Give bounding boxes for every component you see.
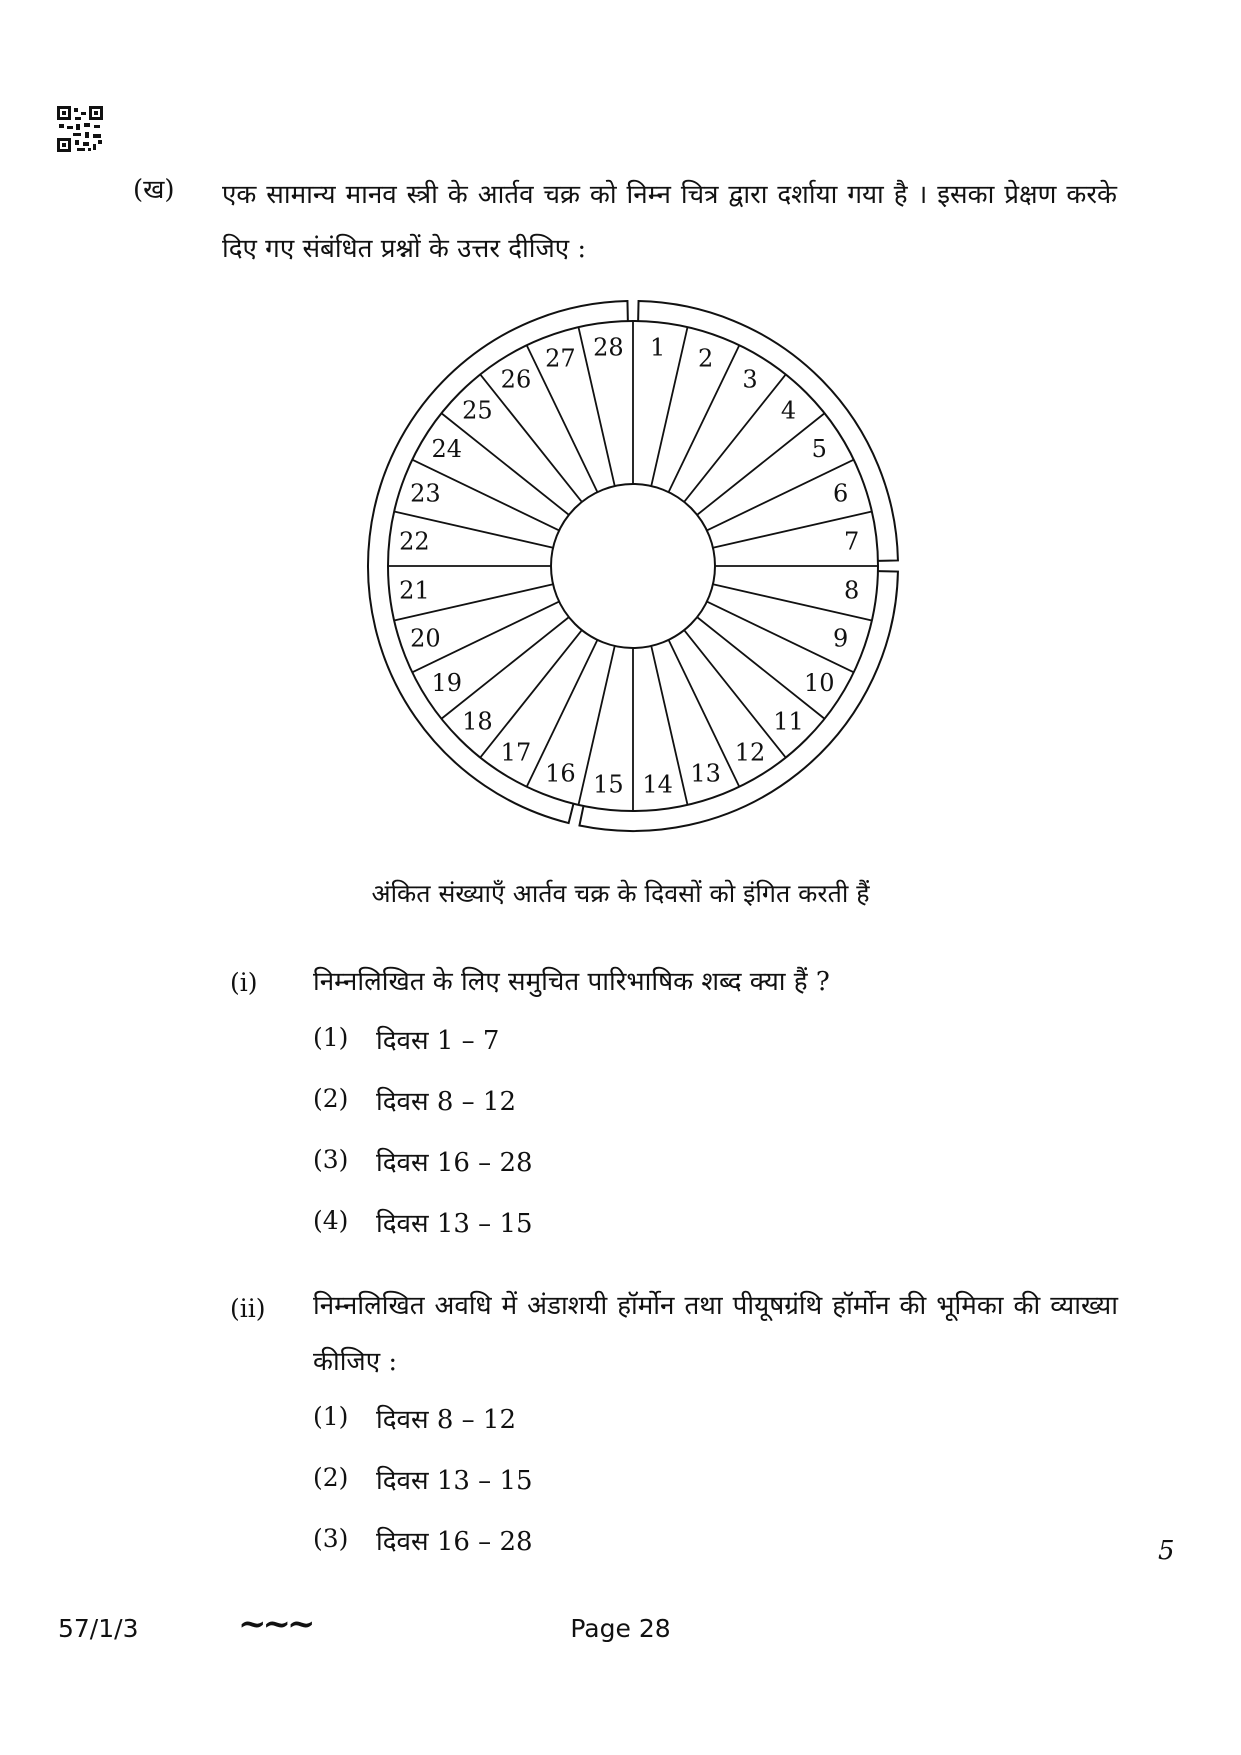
part-i-item-text: दिवस 13 – 15 <box>376 1209 533 1239</box>
part-i-item-text: दिवस 16 – 28 <box>376 1148 533 1178</box>
question-text: एक सामान्य मानव स्त्री के आर्तव चक्र को निम्न चित्र द्वारा दर्शाया गया है । इसका प्रेक्षण करके दिए गए संबंधित प्रश्नों के उत्तर दीजिए : <box>222 180 1117 264</box>
day-label: 6 <box>833 479 849 508</box>
part-ii-item-number: (2) <box>313 1463 349 1492</box>
day-label: 19 <box>431 669 462 698</box>
part-ii-item-number: (1) <box>313 1402 349 1431</box>
day-label: 25 <box>462 396 493 425</box>
phase-bracket <box>368 301 628 823</box>
part-ii-item-text: दिवस 13 – 15 <box>376 1466 533 1496</box>
day-label: 4 <box>780 396 797 425</box>
day-label: 11 <box>773 707 804 736</box>
diagram-caption: अंकित संख्याएँ आर्तव चक्र के दिवसों को इंगित करती हैं <box>371 879 870 908</box>
page-number: Page 28 <box>570 1614 671 1643</box>
paper-code: 57/1/3 <box>58 1614 139 1643</box>
day-label: 16 <box>545 759 576 788</box>
part-ii-label: (ii) <box>230 1294 266 1323</box>
part-ii-text: निम्नलिखित अवधि में अंडाशयी हॉर्मोन तथा पीयूषग्रंथि हॉर्मोन की भूमिका की व्याख्या कीजिए : <box>313 1291 1118 1377</box>
day-divider <box>697 413 824 515</box>
inner-circle <box>551 484 715 648</box>
day-label: 20 <box>410 624 441 653</box>
day-label: 17 <box>500 738 532 767</box>
part-ii-item-number: (3) <box>313 1524 349 1553</box>
part-ii-item-text: दिवस 16 – 28 <box>376 1527 533 1557</box>
day-label: 10 <box>804 669 835 698</box>
day-label: 14 <box>642 770 673 799</box>
day-label: 15 <box>593 770 624 799</box>
day-label: 26 <box>500 365 532 394</box>
day-label: 7 <box>843 527 860 556</box>
part-i-item-number: (3) <box>313 1145 349 1174</box>
day-divider <box>697 617 824 719</box>
day-label: 5 <box>811 434 827 463</box>
day-label: 28 <box>593 333 624 362</box>
part-i-text: निम्नलिखित के लिए समुचित पारिभाषिक शब्द क्या हैं ? <box>313 967 830 997</box>
qr-code-icon <box>57 106 103 152</box>
phase-bracket <box>638 301 898 561</box>
part-i-item-number: (1) <box>313 1023 349 1052</box>
menstrual-cycle-wheel <box>345 278 920 854</box>
day-label: 9 <box>833 624 849 653</box>
day-divider <box>441 617 568 719</box>
part-i-item-text: दिवस 1 – 7 <box>376 1026 500 1056</box>
day-label: 23 <box>410 479 441 508</box>
day-label: 22 <box>399 527 430 556</box>
day-divider <box>441 413 568 515</box>
day-label: 1 <box>649 333 666 362</box>
day-label: 12 <box>734 738 766 767</box>
question-label: (ख) <box>133 175 175 205</box>
part-i-label: (i) <box>230 968 258 997</box>
day-label: 27 <box>545 344 576 373</box>
day-label: 8 <box>843 576 860 605</box>
marks: 5 <box>1158 1536 1175 1566</box>
day-label: 3 <box>742 365 758 394</box>
part-ii-item-text: दिवस 8 – 12 <box>376 1405 516 1435</box>
part-i-item-text: दिवस 8 – 12 <box>376 1087 516 1117</box>
day-label: 2 <box>698 344 714 373</box>
day-divider <box>684 374 786 501</box>
wave-ornament: ~~~ <box>238 1604 312 1644</box>
part-i-item-number: (4) <box>313 1206 349 1235</box>
phase-bracket <box>579 571 897 831</box>
day-label: 21 <box>399 576 430 605</box>
day-label: 18 <box>462 707 493 736</box>
day-label: 24 <box>431 434 462 463</box>
part-i-item-number: (2) <box>313 1084 349 1113</box>
day-label: 13 <box>690 759 721 788</box>
